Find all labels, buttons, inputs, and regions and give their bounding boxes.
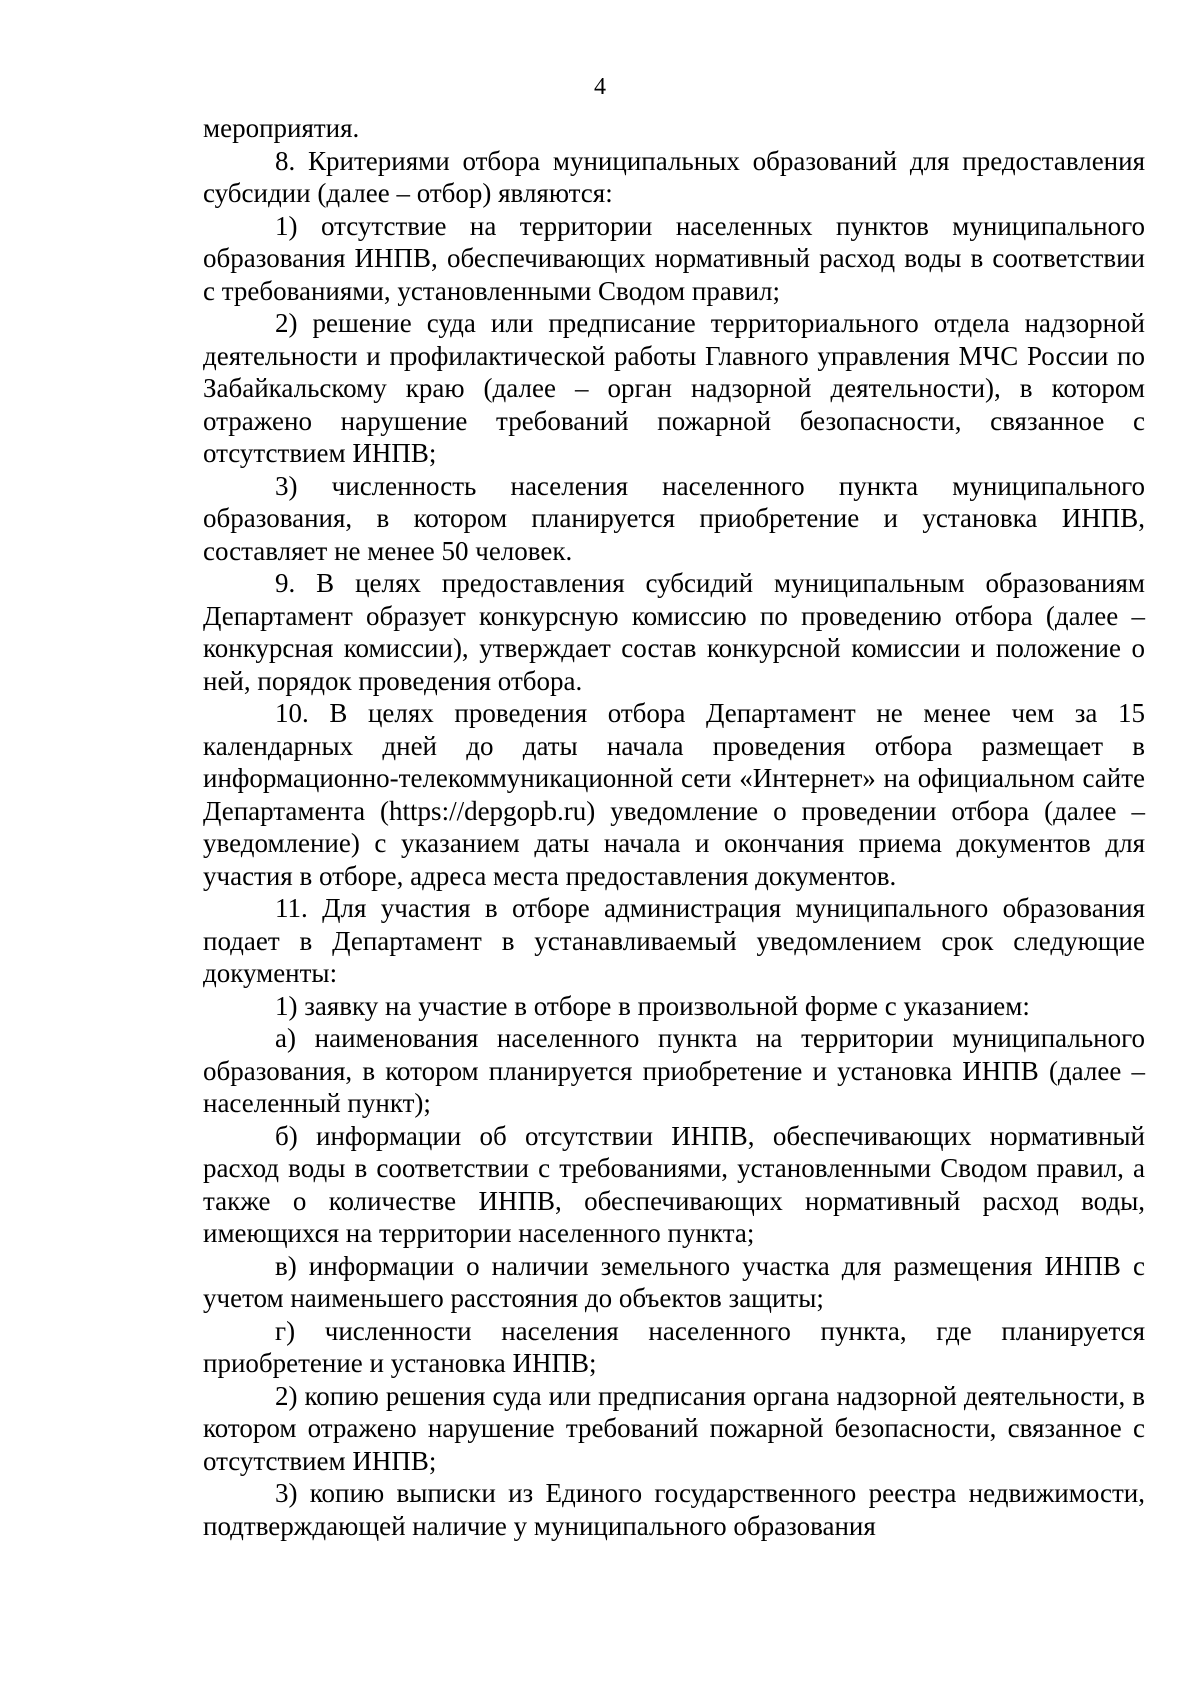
paragraph: 3) численность населения населенного пункта муниципального образования, в котором планируется приобретение и установка ИНПВ, составляет не менее 50 человек. bbox=[203, 470, 1145, 566]
page-number: 4 bbox=[594, 74, 606, 100]
paragraph: в) информации о наличии земельного участка для размещения ИНПВ с учетом наименьшего расстояния до объектов защиты; bbox=[203, 1250, 1145, 1313]
paragraph: 1) отсутствие на территории населенных пунктов муниципального образования ИНПВ, обеспечивающих нормативный расход воды в соответствии с требованиями, установленными Сводом правил; bbox=[203, 210, 1145, 306]
paragraph: 2) решение суда или предписание территориального отдела надзорной деятельности и профилактической работы Главного управления МЧС России по Забайкальскому краю (далее – орган надзорной деятельности), в котором отражено нарушение требований пожарной безопасности, связанное с отсутствием ИНПВ; bbox=[203, 308, 1145, 468]
paragraph: мероприятия. bbox=[203, 113, 360, 143]
document-body bbox=[203, 112, 1145, 1542]
paragraph: 9. В целях предоставления субсидий муниципальным образованиям Департамент образует конкурсную комиссию по проведению отбора (далее – конкурсная комиссии), утверждает состав конкурсной комиссии и положение о ней, порядок проведения отбора. bbox=[203, 568, 1145, 696]
paragraph: г) численности населения населенного пункта, где планируется приобретение и установка ИНПВ; bbox=[203, 1315, 1145, 1378]
paragraph: а) наименования населенного пункта на территории муниципального образования, в котором планируется приобретение и установка ИНПВ (далее – населенный пункт); bbox=[203, 1023, 1145, 1118]
paragraph: б) информации об отсутствии ИНПВ, обеспечивающих нормативный расход воды в соответствии с требованиями, установленными Сводом правил, а также о количестве ИНПВ, обеспечивающих нормативный расход воды, имеющихся на территории населенного пункта; bbox=[203, 1120, 1145, 1248]
paragraph: 1) заявку на участие в отборе в произвольной форме с указанием: bbox=[275, 990, 1030, 1021]
paragraph: 10. В целях проведения отбора Департамент не менее чем за 15 календарных дней до даты начала проведения отбора размещает в информационно-телекоммуникационной сети «Интернет» на официальном сайте Департамента (https://depgopb.ru) уведомление о проведении отбора (далее – уведомление) с указанием даты начала и окончания приема документов для участия в отборе, адреса места предоставления документов. bbox=[203, 698, 1145, 891]
paragraph: 11. Для участия в отборе администрация муниципального образования подает в Департамент в устанавливаемый уведомлением срок следующие документы: bbox=[203, 893, 1145, 988]
paragraph: 8. Критериями отбора муниципальных образований для предоставления субсидии (далее – отбор) являются: bbox=[203, 145, 1145, 208]
paragraph: 2) копию решения суда или предписания органа надзорной деятельности, в котором отражено нарушение требований пожарной безопасности, связанное с отсутствием ИНПВ; bbox=[203, 1380, 1145, 1476]
paragraph: 3) копию выписки из Единого государственного реестра недвижимости, подтверждающей наличие у муниципального образования bbox=[203, 1478, 1145, 1541]
